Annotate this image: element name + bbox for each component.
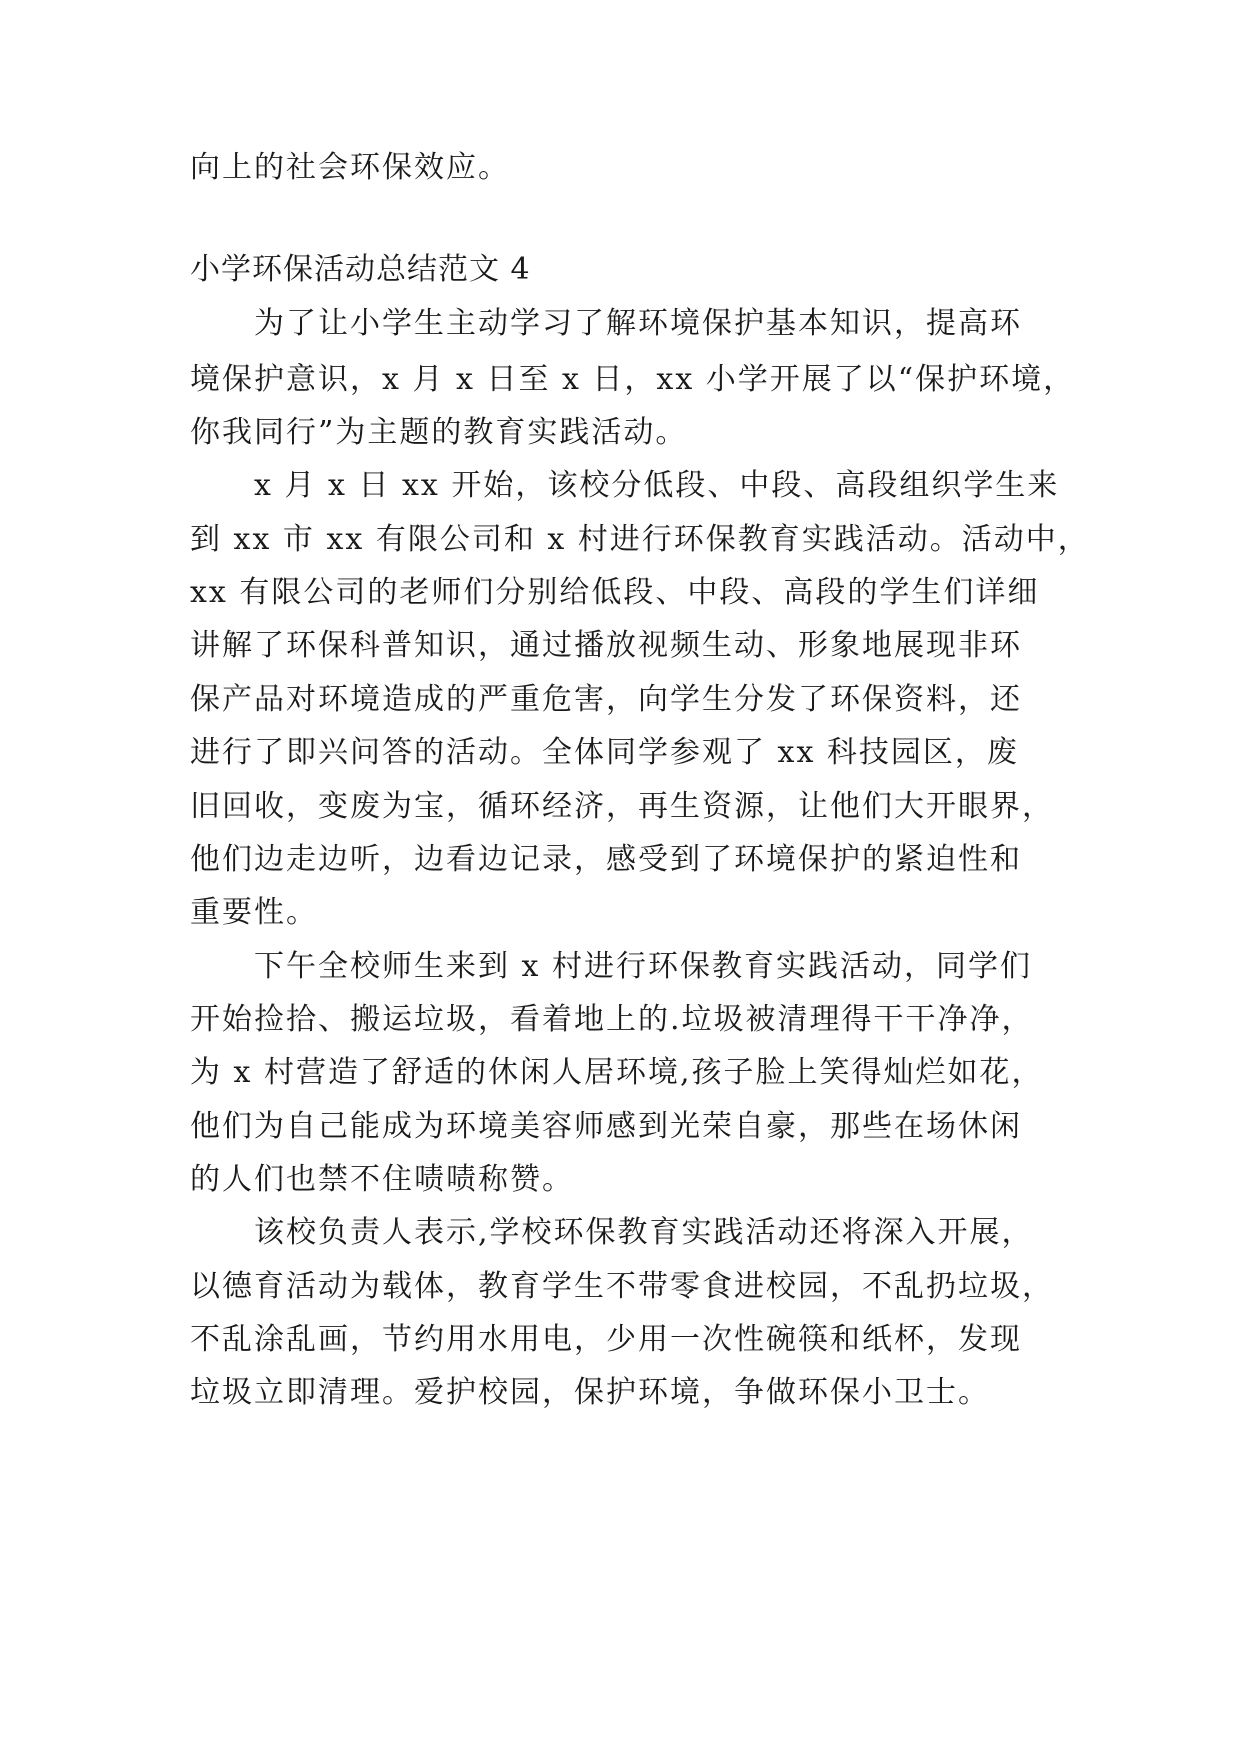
paragraph-2-line-6: 进行了即兴问答的活动。全体同学参观了 xx 科技园区，废 bbox=[190, 735, 1019, 770]
paragraph-2-line-2: 到 xx 市 xx 有限公司和 x 村进行环保教育实践活动。活动中， bbox=[190, 522, 1090, 557]
paragraph-3-line-4: 他们为自己能成为环境美容师感到光荣自豪，那些在场休闲 bbox=[190, 1109, 1022, 1144]
paragraph-4-line-4: 垃圾立即清理。爱护校园，保护环境，争做环保小卫士。 bbox=[190, 1375, 990, 1410]
paragraph-1-line-1: 为了让小学生主动学习了解环境保护基本知识，提高环 bbox=[254, 306, 1022, 341]
paragraph-3-line-2: 开始捡拾、搬运垃圾，看着地上的.垃圾被清理得干干净净， bbox=[190, 1002, 1034, 1037]
paragraph-1-line-2: 境保护意识，x 月 x 日至 x 日，xx 小学开展了以“保护环境， bbox=[190, 362, 1076, 397]
paragraph-2-line-5: 保产品对环境造成的严重危害，向学生分发了环保资料，还 bbox=[190, 682, 1022, 717]
paragraph-2-line-9: 重要性。 bbox=[190, 895, 318, 930]
section-title: 小学环保活动总结范文 4 bbox=[190, 252, 531, 287]
paragraph-3-line-1: 下午全校师生来到 x 村进行环保教育实践活动，同学们 bbox=[254, 949, 1032, 984]
paragraph-1-line-3: 你我同行”为主题的教育实践活动。 bbox=[190, 415, 688, 450]
lead-line: 向上的社会环保效应。 bbox=[190, 150, 510, 185]
paragraph-3-line-3: 为 x 村营造了舒适的休闲人居环境,孩子脸上笑得灿烂如花， bbox=[190, 1055, 1044, 1090]
paragraph-2-line-8: 他们边走边听，边看边记录，感受到了环境保护的紧迫性和 bbox=[190, 842, 1022, 877]
paragraph-2-line-4: 讲解了环保科普知识，通过播放视频生动、形象地展现非环 bbox=[190, 628, 1022, 663]
paragraph-3-line-5: 的人们也禁不住啧啧称赞。 bbox=[190, 1162, 574, 1197]
paragraph-4-line-2: 以德育活动为载体，教育学生不带零食进校园，不乱扔垃圾， bbox=[190, 1269, 1054, 1304]
paragraph-2-line-3: xx 有限公司的老师们分别给低段、中段、高段的学生们详细 bbox=[190, 575, 1040, 610]
paragraph-2-line-7: 旧回收，变废为宝，循环经济，再生资源，让他们大开眼界， bbox=[190, 789, 1054, 824]
paragraph-4-line-3: 不乱涂乱画，节约用水用电，少用一次性碗筷和纸杯，发现 bbox=[190, 1322, 1022, 1357]
paragraph-4-line-1: 该校负责人表示,学校环保教育实践活动还将深入开展， bbox=[254, 1215, 1034, 1250]
paragraph-2-line-1: x 月 x 日 xx 开始，该校分低段、中段、高段组织学生来 bbox=[254, 468, 1060, 503]
